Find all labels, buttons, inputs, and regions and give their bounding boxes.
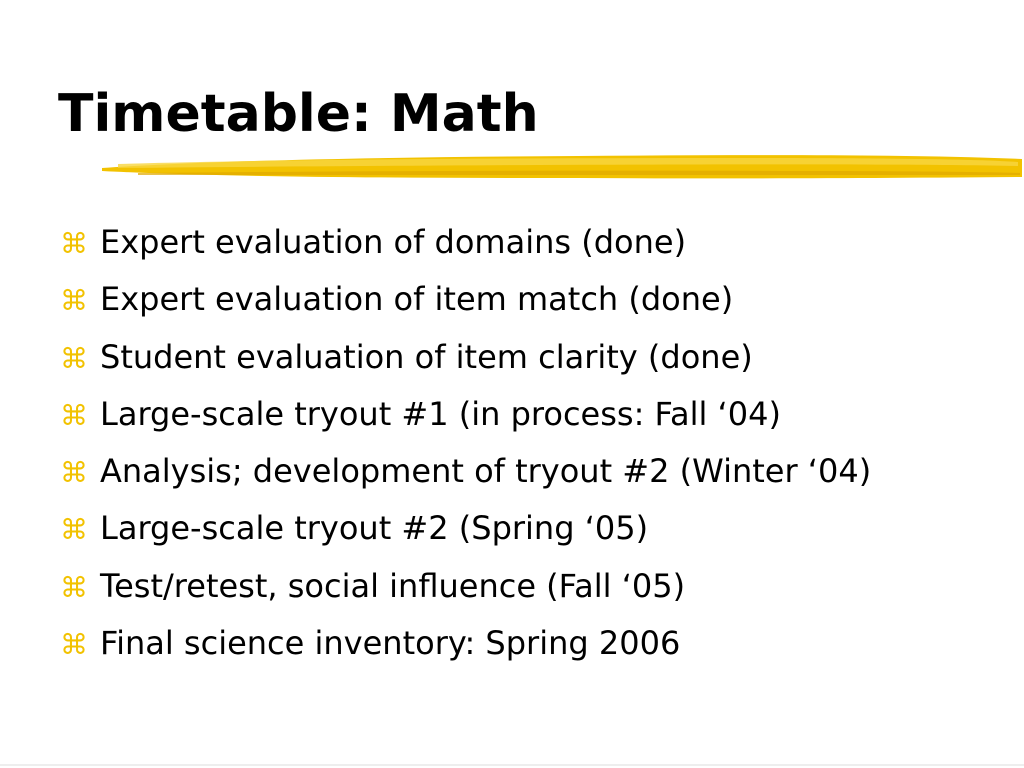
command-key-icon: ⌘ [60, 570, 88, 604]
list-item [60, 449, 871, 506]
command-key-icon: ⌘ [60, 341, 88, 375]
list-item [60, 277, 871, 334]
command-key-icon: ⌘ [60, 513, 88, 547]
bullet-text: Test/retest, social influence (Fall ‘05) [100, 566, 686, 605]
command-key-icon: ⌘ [60, 456, 88, 490]
command-key-icon: ⌘ [60, 398, 88, 432]
bullet-text: Expert evaluation of item match (done) [100, 280, 734, 319]
bullet-text: Analysis; development of tryout #2 (Winter ‘04) [100, 452, 872, 491]
command-key-icon: ⌘ [60, 628, 88, 662]
bullet-text: Expert evaluation of domains (done) [100, 223, 687, 261]
bullet-text: Large-scale tryout #2 (Spring ‘05) [100, 509, 649, 548]
list-item [60, 220, 871, 277]
slide-title: Timetable: Math [58, 84, 539, 144]
bullet-text: Final science inventory: Spring 2006 [100, 624, 681, 663]
bullet-text: Student evaluation of item clarity (done) [100, 337, 753, 376]
bullet-list [60, 220, 871, 678]
bullet-text: Large-scale tryout #1 (in process: Fall ‘04) [100, 394, 781, 433]
title-underline-brush [98, 150, 1024, 186]
list-item [60, 564, 871, 621]
command-key-icon: ⌘ [60, 284, 88, 318]
list-item [60, 392, 871, 449]
command-key-icon: ⌘ [60, 227, 88, 260]
list-item [60, 621, 871, 678]
list-item [60, 506, 871, 563]
footer-divider [0, 764, 1024, 766]
list-item [60, 335, 871, 392]
